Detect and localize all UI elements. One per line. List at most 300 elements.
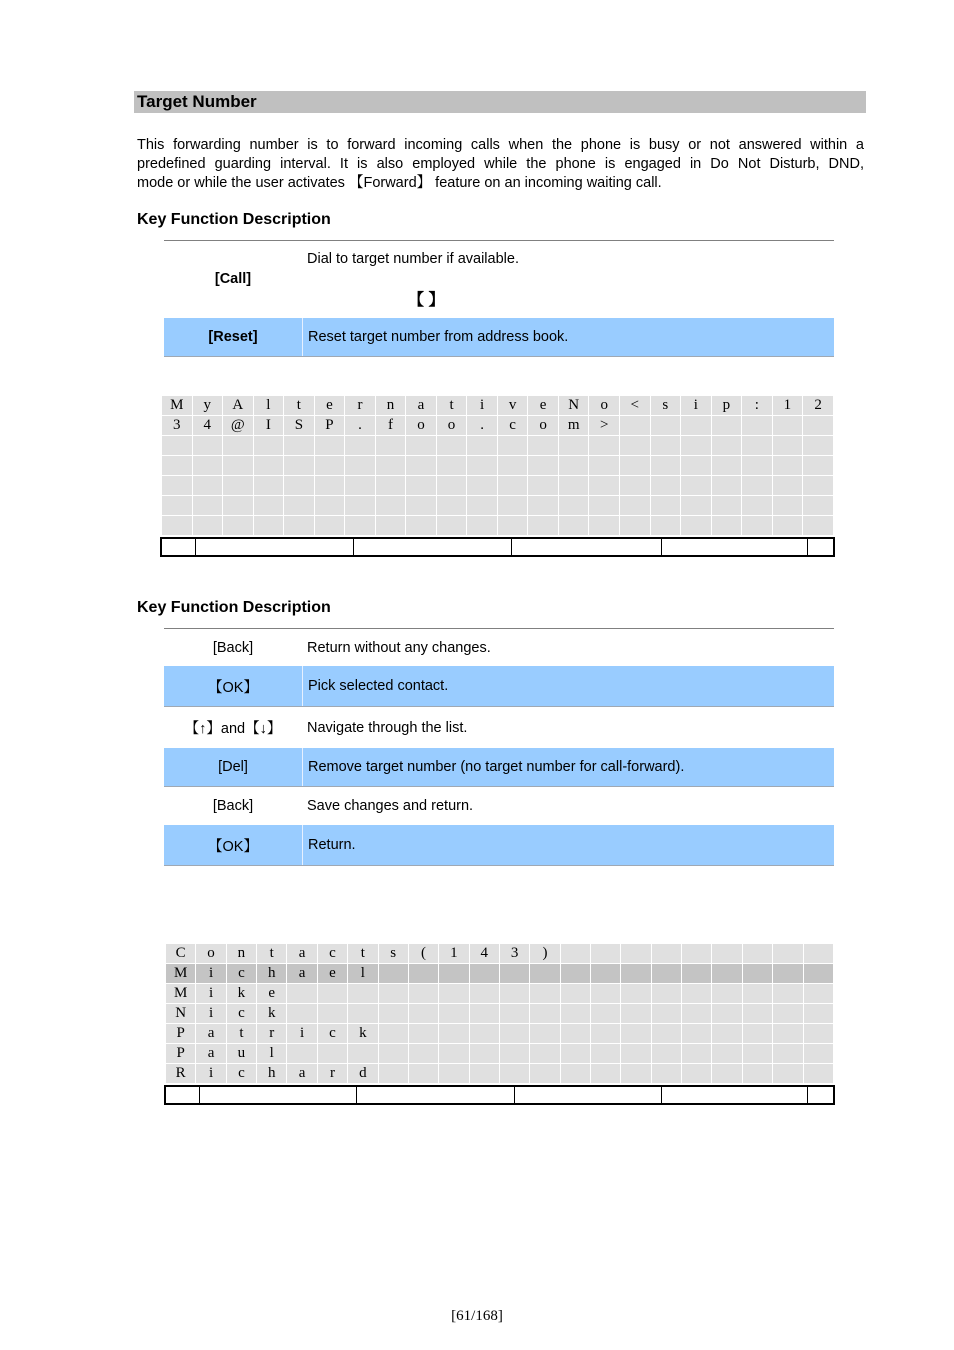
desc-back-save: Save changes and return. xyxy=(307,798,474,814)
screen-cell xyxy=(408,964,438,984)
screen-cell xyxy=(558,436,589,456)
screen-cell xyxy=(803,496,834,516)
screen-row[interactable] xyxy=(162,456,834,476)
screen-cell xyxy=(712,1004,742,1024)
desc-back: Return without any changes. xyxy=(307,639,491,656)
screen-cell xyxy=(650,436,681,456)
screen-cell xyxy=(223,516,254,536)
screen-cell xyxy=(803,476,834,496)
screen-cell: s xyxy=(650,396,681,416)
screen-cell: M xyxy=(166,984,196,1004)
screen-cell xyxy=(530,984,560,1004)
screen-cell xyxy=(253,496,284,516)
screen-cell: k xyxy=(226,984,256,1004)
screen-cell xyxy=(621,984,651,1004)
key-up-down: 【↑】and【↓】 xyxy=(184,721,282,737)
screen-cell xyxy=(772,436,803,456)
screen-cell xyxy=(681,416,712,436)
screen-cell xyxy=(436,436,467,456)
screen-cell xyxy=(682,1064,712,1084)
screen-cell xyxy=(742,984,772,1004)
softkey-slot[interactable] xyxy=(662,1087,808,1103)
screen-cell: a xyxy=(287,1064,317,1084)
screen-cell xyxy=(375,476,406,496)
screen-cell xyxy=(681,476,712,496)
screen-cell: 4 xyxy=(469,944,499,964)
screen-cell xyxy=(528,476,559,496)
screen-cell: i xyxy=(196,1064,226,1084)
screen-cell: < xyxy=(619,396,650,416)
screen-cell xyxy=(499,964,529,984)
intro-line-2: predefined guarding interval. It is also employed while the phone is engaged in Do Not Disturb, DND, xyxy=(137,156,864,172)
screen-row[interactable] xyxy=(162,516,834,536)
screen-cell xyxy=(773,984,803,1004)
key-back-save: [Back] xyxy=(212,798,254,814)
screen-cell xyxy=(378,984,408,1004)
screen-cell xyxy=(711,476,742,496)
screen-cell xyxy=(773,1024,803,1044)
screen-cell xyxy=(651,964,681,984)
screen-cell xyxy=(591,964,621,984)
screen-cell: . xyxy=(345,416,376,436)
screen-cell xyxy=(223,456,254,476)
screen-cell: i xyxy=(467,396,498,416)
softkey-slot[interactable] xyxy=(166,1087,200,1103)
screen-cell xyxy=(772,456,803,476)
screen-row[interactable] xyxy=(162,496,834,516)
screen-cell: o xyxy=(589,396,620,416)
screen-cell xyxy=(499,1064,529,1084)
screen-cell xyxy=(558,496,589,516)
screen-cell xyxy=(803,516,834,536)
screen-cell xyxy=(621,1044,651,1064)
screen-cell: o xyxy=(196,944,226,964)
screen-cell xyxy=(621,944,651,964)
screen-cell xyxy=(499,1044,529,1064)
screen-cell xyxy=(619,416,650,436)
screen-cell xyxy=(348,1004,378,1024)
screen-cell xyxy=(681,436,712,456)
screen-cell xyxy=(558,516,589,536)
screen-cell xyxy=(439,964,469,984)
screen-cell: i xyxy=(287,1024,317,1044)
screen-cell xyxy=(192,476,223,496)
screen-cell xyxy=(619,456,650,476)
softkey-bar-1 xyxy=(160,537,835,557)
screen-cell xyxy=(284,496,315,516)
screen-cell xyxy=(682,1024,712,1044)
screen-cell xyxy=(469,964,499,984)
screen-cell: p xyxy=(711,396,742,416)
screen-cell xyxy=(314,436,345,456)
table1-row-call xyxy=(164,241,834,317)
screen-cell xyxy=(497,456,528,476)
bracket-placeholder: 【 】 xyxy=(408,292,445,309)
screen-cell: r xyxy=(257,1024,287,1044)
screen-cell xyxy=(192,516,223,536)
screen-cell xyxy=(558,476,589,496)
screen-row[interactable] xyxy=(162,476,834,496)
screen-cell: v xyxy=(497,396,528,416)
screen-cell: o xyxy=(406,416,437,436)
screen-cell: a xyxy=(196,1024,226,1044)
screen-cell xyxy=(560,1024,590,1044)
screen-cell: 1 xyxy=(439,944,469,964)
softkey-slot[interactable] xyxy=(512,539,662,555)
screen-cell xyxy=(682,964,712,984)
screen-cell: @ xyxy=(223,416,254,436)
screen-cell xyxy=(681,496,712,516)
screen-row xyxy=(162,396,834,416)
screen-cell xyxy=(742,456,773,476)
screen-cell xyxy=(284,436,315,456)
table2-row xyxy=(164,748,834,787)
screen-cell xyxy=(742,964,772,984)
screen-cell xyxy=(497,496,528,516)
screen-cell xyxy=(772,476,803,496)
screen-cell xyxy=(803,436,834,456)
screen-cell xyxy=(469,1044,499,1064)
screen-cell xyxy=(803,964,833,984)
screen-cell xyxy=(712,1064,742,1084)
screen-cell xyxy=(345,516,376,536)
screen-cell: C xyxy=(166,944,196,964)
screen-cell xyxy=(558,456,589,476)
softkey-slot[interactable] xyxy=(808,1087,833,1103)
screen-cell xyxy=(651,984,681,1004)
screen-cell: o xyxy=(436,416,467,436)
screen-cell xyxy=(317,1004,347,1024)
screen-cell xyxy=(591,1044,621,1064)
screen-row[interactable] xyxy=(166,1044,834,1064)
screen-cell xyxy=(651,1004,681,1024)
screen-cell xyxy=(499,984,529,1004)
screen-row[interactable] xyxy=(166,1024,834,1044)
screen-cell: l xyxy=(257,1044,287,1064)
screen-cell xyxy=(439,984,469,1004)
table1-row-reset xyxy=(164,318,834,357)
screen-cell xyxy=(253,516,284,536)
screen-cell xyxy=(591,1064,621,1084)
screen-cell xyxy=(499,1004,529,1024)
screen-cell xyxy=(162,516,193,536)
softkey-slot[interactable] xyxy=(515,1087,662,1103)
screen-cell xyxy=(773,1064,803,1084)
screen-cell xyxy=(650,496,681,516)
screen-cell xyxy=(681,516,712,536)
screen-cell xyxy=(192,436,223,456)
screen-cell xyxy=(742,516,773,536)
screen-cell xyxy=(742,1064,772,1084)
screen-cell xyxy=(406,496,437,516)
screen-cell xyxy=(651,1044,681,1064)
screen-cell xyxy=(619,496,650,516)
screen-cell xyxy=(528,496,559,516)
screen-cell xyxy=(406,456,437,476)
screen-cell xyxy=(317,1044,347,1064)
screen-cell: c xyxy=(317,944,347,964)
screen-cell xyxy=(650,416,681,436)
screen-cell xyxy=(530,1004,560,1024)
screen-cell xyxy=(378,964,408,984)
screen-cell xyxy=(803,456,834,476)
screen-cell xyxy=(589,516,620,536)
screen-cell: c xyxy=(226,1064,256,1084)
screen-cell xyxy=(436,476,467,496)
key-reset: [Reset] xyxy=(164,318,303,356)
screen-cell xyxy=(530,964,560,984)
screen-cell: e xyxy=(314,396,345,416)
table2-row xyxy=(164,825,834,866)
screen-cell xyxy=(621,1064,651,1084)
screen-cell xyxy=(560,984,590,1004)
screen-cell xyxy=(439,1064,469,1084)
screen-cell xyxy=(773,964,803,984)
table2-row xyxy=(164,629,834,666)
screen-cell: t xyxy=(348,944,378,964)
key-call: [Call] xyxy=(214,271,252,287)
screen-cell xyxy=(284,456,315,476)
screen-cell: a xyxy=(287,944,317,964)
screen-cell xyxy=(619,516,650,536)
softkey-slot[interactable] xyxy=(196,539,354,555)
screen-cell xyxy=(287,1044,317,1064)
screen-cell: 2 xyxy=(803,396,834,416)
screen-cell xyxy=(162,456,193,476)
desc-up-down: Navigate through the list. xyxy=(307,719,468,736)
screen-cell xyxy=(589,496,620,516)
screen-cell xyxy=(348,1044,378,1064)
desc-ok: Pick selected contact. xyxy=(308,678,449,694)
screen-cell xyxy=(528,516,559,536)
screen-cell: P xyxy=(166,1044,196,1064)
screen-cell xyxy=(439,1024,469,1044)
screen-cell xyxy=(742,944,772,964)
screen-row xyxy=(166,944,834,964)
screen-cell xyxy=(619,476,650,496)
screen-cell xyxy=(560,964,590,984)
screen-cell xyxy=(803,1064,833,1084)
screen-cell xyxy=(345,476,376,496)
screen-row[interactable] xyxy=(162,436,834,456)
intro-paragraph xyxy=(137,136,864,193)
screen-cell: o xyxy=(528,416,559,436)
screen-cell: a xyxy=(406,396,437,416)
screen-cell xyxy=(772,516,803,536)
screen-cell xyxy=(287,1004,317,1024)
screen-cell xyxy=(712,944,742,964)
screen-cell: t xyxy=(226,1024,256,1044)
key-ok: 【OK】 xyxy=(164,666,303,706)
key-function-heading-1: Key Function Description xyxy=(137,211,331,228)
screen-cell xyxy=(712,1044,742,1064)
screen-cell: d xyxy=(348,1064,378,1084)
screen-cell: u xyxy=(226,1044,256,1064)
screen-cell: . xyxy=(467,416,498,436)
softkey-slot[interactable] xyxy=(354,539,512,555)
screen-contacts-list xyxy=(165,943,834,1084)
screen-cell xyxy=(651,1064,681,1084)
screen-cell xyxy=(378,1004,408,1024)
screen-cell xyxy=(591,944,621,964)
screen-cell xyxy=(591,1004,621,1024)
screen-cell xyxy=(467,496,498,516)
screen-cell: l xyxy=(253,396,284,416)
softkey-slot[interactable] xyxy=(357,1087,515,1103)
screen-cell xyxy=(773,944,803,964)
softkey-slot[interactable] xyxy=(162,539,196,555)
screen-cell xyxy=(436,516,467,536)
screen-cell xyxy=(469,1064,499,1084)
screen-cell xyxy=(560,944,590,964)
screen-row-selected[interactable] xyxy=(166,964,834,984)
screen-cell xyxy=(589,436,620,456)
softkey-slot[interactable] xyxy=(808,539,833,555)
screen-cell xyxy=(408,1044,438,1064)
screen-cell xyxy=(408,1024,438,1044)
screen-cell xyxy=(378,1024,408,1044)
softkey-bar-2 xyxy=(164,1085,835,1105)
desc-del: Remove target number (no target number for call-forward). xyxy=(308,759,685,775)
screen-cell: t xyxy=(284,396,315,416)
screen-row[interactable] xyxy=(166,984,834,1004)
screen-cell xyxy=(591,984,621,1004)
screen-cell xyxy=(650,516,681,536)
screen-cell xyxy=(803,416,834,436)
screen-cell: > xyxy=(589,416,620,436)
screen-cell xyxy=(530,1044,560,1064)
screen-cell xyxy=(651,944,681,964)
screen-cell xyxy=(742,1004,772,1024)
screen-cell: t xyxy=(257,944,287,964)
screen-cell xyxy=(560,1044,590,1064)
screen-cell: M xyxy=(166,964,196,984)
section-title: Target Number xyxy=(137,92,257,111)
screen-cell xyxy=(317,984,347,1004)
softkey-slot[interactable] xyxy=(200,1087,357,1103)
screen-cell: M xyxy=(162,396,193,416)
desc-call: Dial to target number if available. xyxy=(307,251,519,267)
intro-line-3: mode or while the user activates 【Forward】 feature on an incoming waiting call. xyxy=(137,175,662,191)
screen-cell xyxy=(621,1004,651,1024)
screen-cell xyxy=(621,964,651,984)
screen-cell xyxy=(223,496,254,516)
screen-cell xyxy=(712,1024,742,1044)
screen-cell xyxy=(682,944,712,964)
screen-cell xyxy=(436,456,467,476)
screen-cell xyxy=(314,496,345,516)
screen-cell xyxy=(528,456,559,476)
screen-cell xyxy=(681,456,712,476)
screen-cell xyxy=(712,964,742,984)
screen-cell xyxy=(560,1004,590,1024)
screen-cell: m xyxy=(558,416,589,436)
screen-cell: c xyxy=(317,1024,347,1044)
screen-cell xyxy=(711,416,742,436)
screen-cell: P xyxy=(166,1024,196,1044)
screen-cell xyxy=(469,1004,499,1024)
screen-cell: l xyxy=(348,964,378,984)
screen-cell: h xyxy=(257,1064,287,1084)
screen-target-number xyxy=(161,395,834,536)
page-number: [61/168] xyxy=(451,1308,503,1324)
screen-cell xyxy=(650,456,681,476)
screen-cell: r xyxy=(345,396,376,416)
screen-cell: y xyxy=(192,396,223,416)
screen-cell: 1 xyxy=(772,396,803,416)
screen-cell xyxy=(406,436,437,456)
screen-cell xyxy=(408,1004,438,1024)
screen-cell xyxy=(284,516,315,536)
softkey-slot[interactable] xyxy=(662,539,808,555)
key-function-heading-2: Key Function Description xyxy=(137,599,331,616)
screen-cell xyxy=(497,516,528,536)
table2-row xyxy=(164,666,834,707)
screen-cell xyxy=(742,496,773,516)
screen-cell xyxy=(345,436,376,456)
screen-cell: s xyxy=(378,944,408,964)
screen-cell xyxy=(803,1024,833,1044)
screen-cell xyxy=(773,1004,803,1024)
screen-cell xyxy=(682,984,712,1004)
screen-cell: R xyxy=(166,1064,196,1084)
screen-cell xyxy=(591,1024,621,1044)
screen-cell xyxy=(406,516,437,536)
screen-cell: N xyxy=(166,1004,196,1024)
key-ok-return: 【OK】 xyxy=(164,825,303,865)
screen-cell: r xyxy=(317,1064,347,1084)
screen-cell xyxy=(223,436,254,456)
screen-cell xyxy=(375,516,406,536)
screen-cell xyxy=(162,496,193,516)
screen-cell xyxy=(742,436,773,456)
table2-row xyxy=(164,787,834,825)
screen-cell xyxy=(711,496,742,516)
desc-ok-return: Return. xyxy=(308,837,356,853)
screen-cell xyxy=(253,456,284,476)
screen-cell xyxy=(223,476,254,496)
screen-cell xyxy=(378,1064,408,1084)
screen-cell xyxy=(162,436,193,456)
screen-cell xyxy=(345,496,376,516)
screen-cell: t xyxy=(436,396,467,416)
screen-cell: N xyxy=(558,396,589,416)
screen-cell: A xyxy=(223,396,254,416)
screen-row[interactable] xyxy=(162,416,834,436)
screen-cell: i xyxy=(196,1004,226,1024)
screen-row[interactable] xyxy=(166,1004,834,1024)
screen-cell: k xyxy=(348,1024,378,1044)
screen-cell xyxy=(469,1024,499,1044)
screen-cell xyxy=(439,1004,469,1024)
screen-row[interactable] xyxy=(166,1064,834,1084)
screen-cell xyxy=(772,416,803,436)
screen-cell: P xyxy=(314,416,345,436)
screen-cell: k xyxy=(257,1004,287,1024)
screen-cell xyxy=(712,984,742,1004)
key-del: [Del] xyxy=(164,748,303,786)
screen-cell xyxy=(314,476,345,496)
screen-cell xyxy=(253,476,284,496)
screen-cell xyxy=(803,944,833,964)
screen-cell: h xyxy=(257,964,287,984)
screen-cell xyxy=(253,436,284,456)
screen-cell xyxy=(436,496,467,516)
screen-cell xyxy=(772,496,803,516)
screen-cell: a xyxy=(196,1044,226,1064)
screen-cell xyxy=(530,1024,560,1044)
screen-cell: c xyxy=(226,1004,256,1024)
